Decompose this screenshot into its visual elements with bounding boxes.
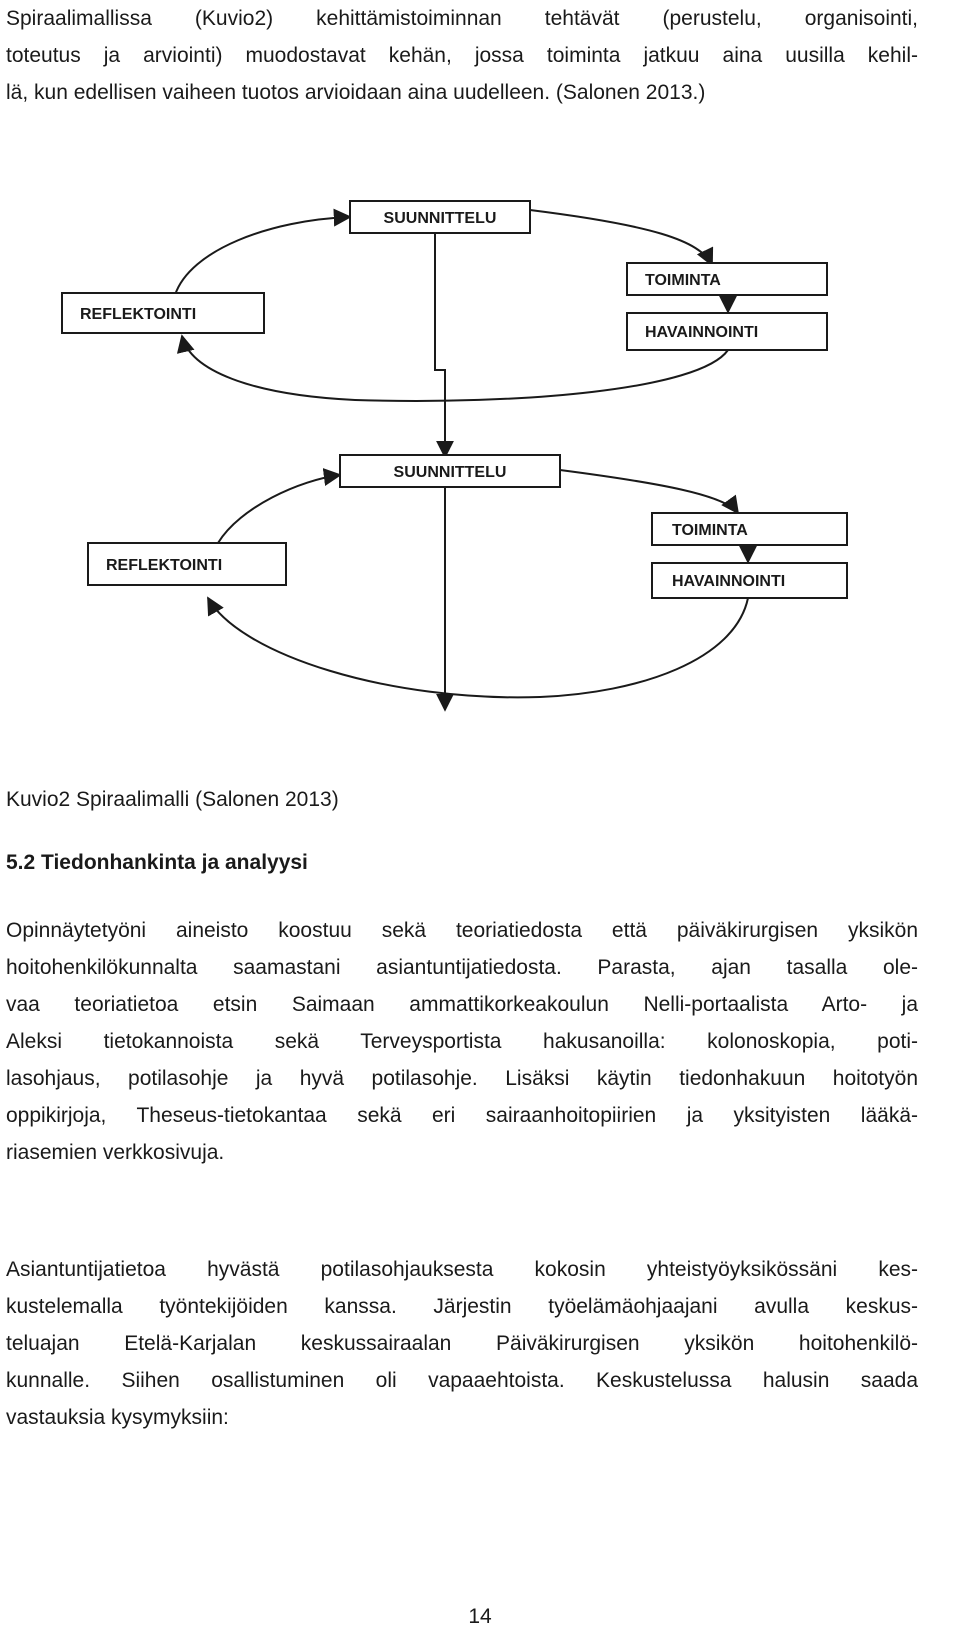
- box-reflektointi-2: [88, 543, 286, 585]
- box-reflektointi-1: [62, 293, 264, 333]
- box-havainnointi-2: [652, 563, 847, 598]
- box-label: HAVAINNOINTI: [672, 573, 786, 590]
- arc-reflection-to-planning-1: [175, 217, 350, 295]
- text-line: Opinnäytetyöni aineisto koostuu sekä teoriatiedosta että päiväkirurgisen yksikön: [6, 919, 918, 942]
- figure-caption: Kuvio2 Spiraalimalli (Salonen 2013): [6, 788, 339, 811]
- text-line: Asiantuntijatietoa hyvästä potilasohjauksesta kokosin yhteistyöyksikössäni kes-: [6, 1258, 918, 1281]
- box-label: SUUNNITTELU: [383, 210, 497, 227]
- box-label: TOIMINTA: [672, 522, 748, 539]
- text-line: vaa teoriatietoa etsin Saimaan ammattikorkeakoulun Nelli-portaalista Arto- ja: [6, 993, 918, 1016]
- arc-reflection-to-planning-2: [218, 475, 340, 543]
- box-label: REFLEKTOINTI: [80, 306, 197, 323]
- box-toiminta-2: [652, 513, 847, 545]
- page-number: 14: [468, 1605, 492, 1628]
- box-suunnittelu-2: [340, 455, 560, 487]
- section-heading: 5.2 Tiedonhankinta ja analyysi: [6, 851, 308, 874]
- text-line: toteutus ja arviointi) muodostavat kehän, jossa toiminta jatkuu aina uusilla kehil-: [6, 44, 918, 67]
- text-line: riasemien verkkosivuja.: [6, 1141, 225, 1164]
- text-line: lasohjaus, potilasohje ja hyvä potilasohje. Lisäksi käytin tiedonhakuun hoitotyön: [6, 1067, 918, 1090]
- box-suunnittelu-1: [350, 201, 530, 233]
- text-line: kunnalle. Siihen osallistuminen oli vapaaehtoista. Keskustelussa halusin saada: [6, 1369, 918, 1392]
- text-line: hoitohenkilökunnalta saamastani asiantuntijatiedosta. Parasta, ajan tasalla ole-: [6, 956, 918, 979]
- box-label: TOIMINTA: [645, 272, 721, 289]
- text-line: Aleksi tietokannoista sekä Terveysportista hakusanoilla: kolonoskopia, poti-: [6, 1030, 918, 1053]
- box-label: REFLEKTOINTI: [106, 557, 223, 574]
- spiral-model-figure: [0, 165, 960, 765]
- arc-planning-to-action-2: [560, 470, 738, 513]
- box-label: SUUNNITTELU: [393, 464, 507, 481]
- intro-paragraph: [6, 0, 918, 111]
- box-label: HAVAINNOINTI: [645, 324, 759, 341]
- box-havainnointi-1: [627, 313, 827, 350]
- text-line: vastauksia kysymyksiin:: [6, 1406, 229, 1429]
- box-toiminta-1: [627, 263, 827, 295]
- arc-observation-to-reflection-2: [208, 598, 748, 697]
- arc-planning-to-action-1: [530, 210, 712, 265]
- connector-to-next-cycle: [435, 233, 445, 457]
- text-line: kustelemalla työntekijöiden kanssa. Järjestin työelämäohjaajani avulla keskus-: [6, 1295, 918, 1318]
- text-line: lä, kun edellisen vaiheen tuotos arvioidaan aina uudelleen. (Salonen 2013.): [6, 81, 706, 104]
- text-line: Spiraalimallissa (Kuvio2) kehittämistoiminnan tehtävät (perustelu, organisointi,: [6, 7, 918, 30]
- body-paragraph-1: [6, 912, 918, 1171]
- body-paragraph-2: [6, 1251, 918, 1436]
- text-line: oppikirjoja, Theseus-tietokantaa sekä eri sairaanhoitopiirien ja yksityisten lääkä-: [6, 1104, 918, 1127]
- text-line: teluajan Etelä-Karjalan keskussairaalan Päiväkirurgisen yksikön hoitohenkilö-: [6, 1332, 918, 1355]
